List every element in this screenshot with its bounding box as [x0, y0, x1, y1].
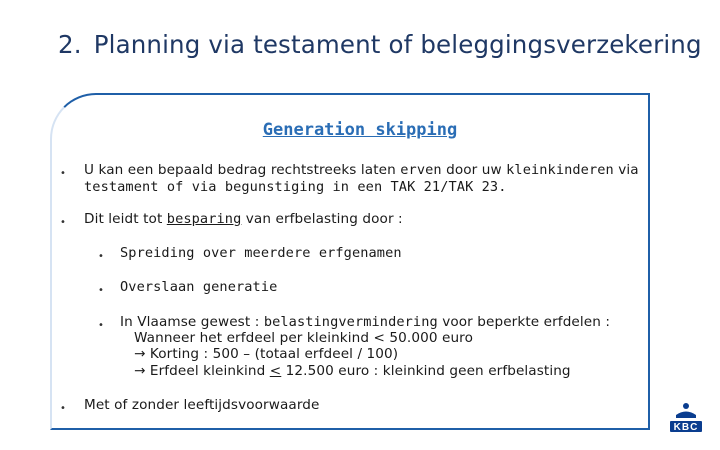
sub-bullet-icon: •: [98, 251, 104, 262]
bullet-icon: •: [60, 403, 66, 414]
kbc-logo-text: KBC: [673, 422, 699, 434]
section-heading: Generation skipping: [262, 120, 458, 140]
arrow-icon: →: [134, 363, 146, 379]
slide-title-number: 2.: [58, 30, 82, 59]
sub-bullet-icon: •: [98, 285, 104, 296]
bullet-1-line-1: U kan een bepaald bedrag rechtstreeks laten erven door uw kleinkinderen via: [84, 162, 639, 178]
bullet-icon: •: [60, 168, 66, 179]
bullet-2: Dit leidt tot besparing van erfbelasting door :: [84, 211, 403, 227]
slide-title: [58, 30, 702, 59]
bullet-3: Met of zonder leeftijdsvoorwaarde: [84, 397, 320, 413]
slide-title-text: Planning via testament of beleggingsverzekering: [93, 30, 702, 59]
sub-bullet-3-line-3: → Korting : 500 – (totaal erfdeel / 100): [134, 346, 399, 362]
arrow-icon: →: [134, 346, 146, 362]
sub-bullet-1: Spreiding over meerdere erfgenamen: [120, 245, 402, 261]
sub-bullet-3-line-1: In Vlaamse gewest : belastingvermindering voor beperkte erfdelen :: [120, 314, 611, 330]
kbc-logo: [666, 402, 706, 434]
sub-bullet-2: Overslaan generatie: [120, 279, 278, 295]
bullet-icon: •: [60, 217, 66, 228]
sub-bullet-icon: •: [98, 320, 104, 331]
sub-bullet-3-line-4: → Erfdeel kleinkind < 12.500 euro : kleinkind geen erfbelasting: [134, 363, 571, 379]
sub-bullet-3-line-2: Wanneer het erfdeel per kleinkind < 50.000 euro: [134, 330, 473, 346]
bullet-1-line-2: testament of via begunstiging in een TAK 21/TAK 23.: [84, 179, 507, 195]
